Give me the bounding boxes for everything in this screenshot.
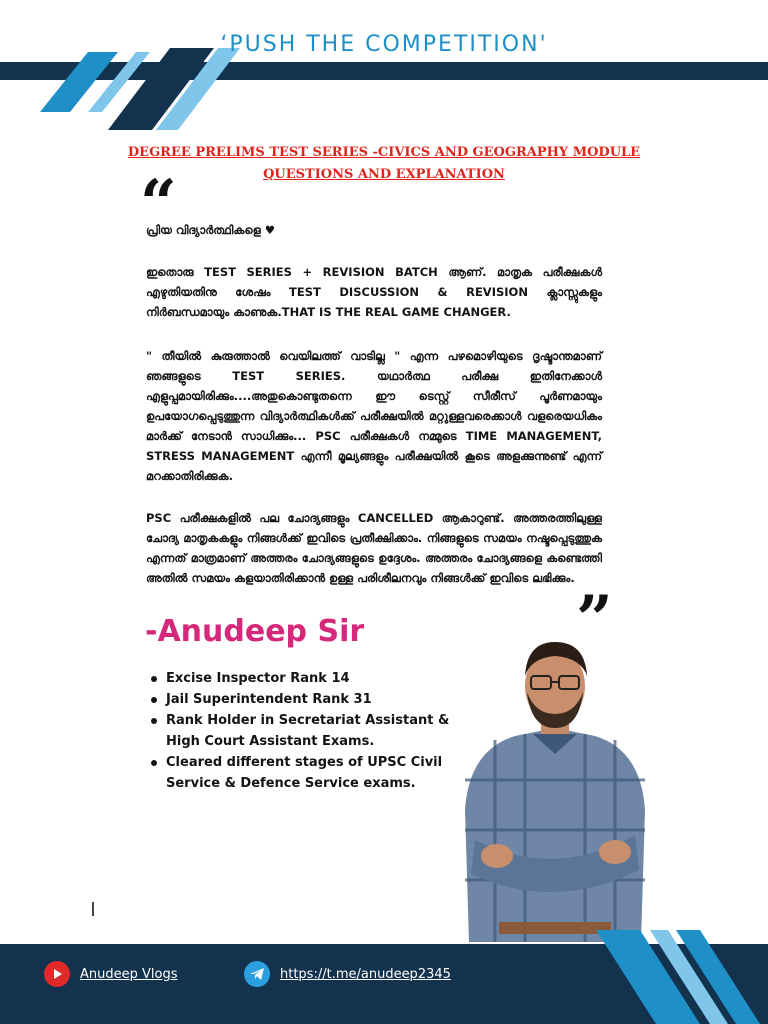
youtube-label[interactable]: Anudeep Vlogs bbox=[80, 966, 178, 982]
credential-item: Excise Inspector Rank 14 bbox=[150, 668, 460, 689]
credential-item: Jail Superintendent Rank 31 bbox=[150, 689, 460, 710]
close-quote-mark: ” bbox=[576, 582, 613, 657]
author-portrait bbox=[455, 630, 655, 942]
credential-item: Cleared different stages of UPSC Civil Service & Defence Service exams. bbox=[150, 752, 460, 794]
paragraph-2: " തീയിൽ കുരുത്താൽ വെയിലത്ത് വാടില്ല " എന്ന പഴമൊഴിയുടെ ദൃഷ്ടാന്തമാണ് ഞങ്ങളുടെ TEST SERIES. യഥാർത്ഥ പരീക്ഷ ഇതിനേക്കാൾ എളുപ്പമായിരിക്കും....അതുകൊണ്ടുതന്നെ ഈ ടെസ്റ്റ് സീരീസ് പൂർണമായും ഉപയോഗപ്പെടുത്തുന്ന വിദ്യാർത്ഥികൾക്ക് പരീക്ഷയിൽ മറ്റുള്ളവരെക്കാൾ വളരെയധികം മാർക്ക് നേടാൻ സാധിക്കും... PSC പരീക്ഷകൾ നമ്മുടെ TIME MANAGEMENT, STRESS MANAGEMENT എന്നീ മൂല്യങ്ങളും പരീക്ഷയിൽ കൂടെ അളക്കുന്നുണ്ട് എന്ന് മറക്കാതിരിക്കുക. bbox=[146, 349, 602, 483]
telegram-label[interactable]: https://t.me/anudeep2345 bbox=[280, 966, 451, 982]
page-header bbox=[0, 0, 768, 130]
credential-item: Rank Holder in Secretariat Assistant & High Court Assistant Exams. bbox=[150, 710, 460, 752]
open-quote-mark: “ bbox=[140, 166, 177, 241]
telegram-link[interactable] bbox=[244, 960, 451, 988]
greeting-text: പ്രിയ വിദ്യാർത്ഥികളെ ♥ bbox=[146, 223, 276, 237]
youtube-link[interactable] bbox=[44, 960, 178, 988]
document-title-line-1: DEGREE PRELIMS TEST SERIES -CIVICS AND GEOGRAPHY MODULE bbox=[127, 145, 641, 160]
header-tagline: ‘PUSH THE COMPETITION' bbox=[220, 32, 548, 57]
document-title bbox=[120, 142, 648, 186]
paragraph-3: PSC പരീക്ഷകളിൽ പല ചോദ്യങ്ങളും CANCELLED ആകാറുണ്ട്. അത്തരത്തിലുള്ള ചോദ്യ മാതൃകകളും നിങ്ങൾക്ക് ഇവിടെ പ്രതീക്ഷിക്കാം. നിങ്ങളുടെ സമയം നഷ്ടപ്പെടുത്തുക എന്നത് മാത്രമാണ് അത്തരം ചോദ്യങ്ങളുടെ ഉദ്ദേശം. അത്തരം ചോദ്യങ്ങളെ കണ്ടെത്തി അതിൽ സമയം കളയാതിരിക്കാൻ ഉള്ള പരിശീലനവും നിങ്ങൾക്ക് ഇവിടെ ലഭിക്കും. bbox=[146, 511, 602, 585]
author-credentials bbox=[150, 668, 460, 794]
page-footer bbox=[0, 930, 768, 1024]
text-cursor bbox=[92, 902, 94, 916]
youtube-icon bbox=[44, 961, 70, 987]
header-decoration bbox=[0, 0, 768, 130]
document-title-line-2: QUESTIONS AND EXPLANATION bbox=[263, 167, 505, 182]
author-signature: -Anudeep Sir bbox=[145, 614, 365, 649]
telegram-icon bbox=[244, 961, 270, 987]
paragraph-1: ഇതൊരു TEST SERIES + REVISION BATCH ആണ്. മാതൃക പരീക്ഷകൾ എഴുതിയതിനു ശേഷം TEST DISCUSSION & REVISION ക്ലാസ്സുകളും നിർബന്ധമായും കാണുക.THAT IS THE REAL GAME CHANGER. bbox=[146, 265, 602, 319]
